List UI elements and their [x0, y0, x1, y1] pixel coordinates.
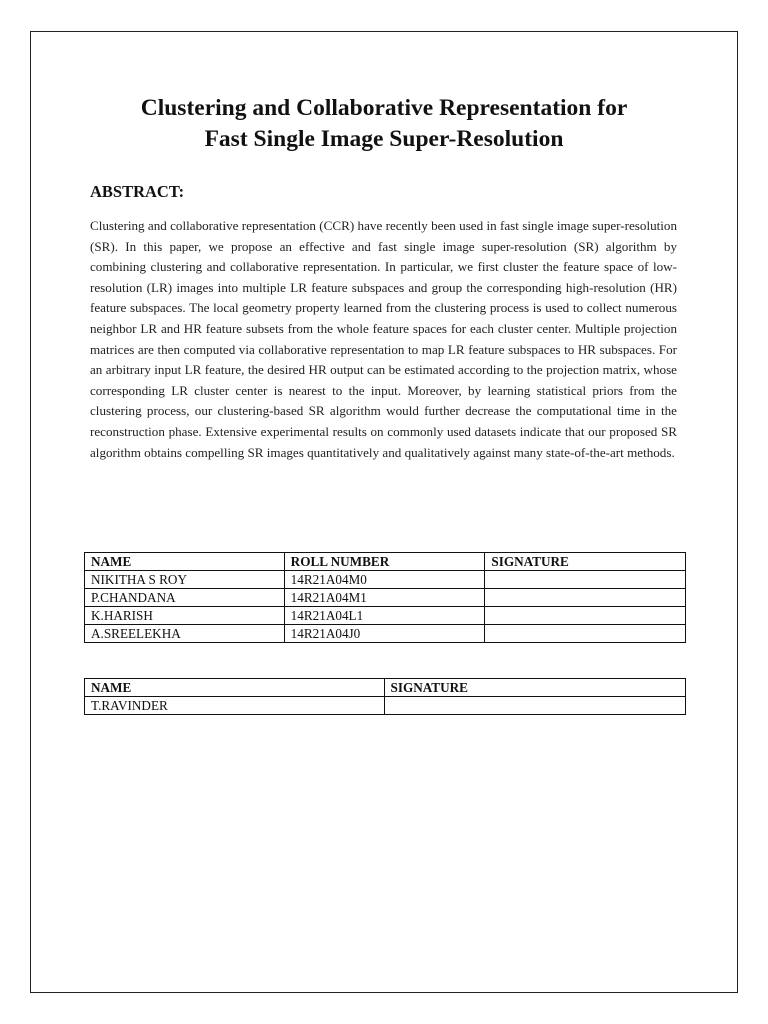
title-line-1: Clustering and Collaborative Representation for: [140, 95, 628, 121]
table-header-row: [85, 679, 686, 697]
guide-table: [84, 678, 686, 715]
header-signature: SIGNATURE: [384, 679, 686, 697]
header-name: NAME: [85, 679, 385, 697]
table-header-row: [85, 553, 686, 571]
signature-cell: [485, 571, 686, 589]
signature-cell: [485, 607, 686, 625]
header-name: NAME: [85, 553, 285, 571]
roll-number: 14R21A04M0: [284, 571, 485, 589]
table-row: [85, 571, 686, 589]
student-name: K.HARISH: [85, 607, 285, 625]
header-roll-number: ROLL NUMBER: [284, 553, 485, 571]
table-row: [85, 625, 686, 643]
student-name: A.SREELEKHA: [85, 625, 285, 643]
page-border: [30, 31, 738, 993]
student-name: P.CHANDANA: [85, 589, 285, 607]
roll-number: 14R21A04M1: [284, 589, 485, 607]
signature-cell: [485, 589, 686, 607]
roll-number: 14R21A04L1: [284, 607, 485, 625]
student-name: NIKITHA S ROY: [85, 571, 285, 589]
header-signature: SIGNATURE: [485, 553, 686, 571]
table-row: [85, 697, 686, 715]
signature-cell: [485, 625, 686, 643]
abstract-heading: ABSTRACT:: [90, 182, 185, 201]
table-row: [85, 607, 686, 625]
guide-name: T.RAVINDER: [85, 697, 385, 715]
abstract-paragraph: Clustering and collaborative representation (CCR) have recently been used in fast single image super-resolution (SR). In this paper, we propose an effective and fast single image super-resolution (SR) algorithm by combining clustering and collaborative representation. In particular, we first cluster the feature space of low-resolution (LR) images into multiple LR feature subspaces and group the corresponding high-resolution (HR) feature subspaces. The local geometry property learned from the clustering process is used to collect numerous neighbor LR and HR feature subsets from the whole feature spaces for each cluster center. Multiple projection matrices are then computed via collaborative representation to map LR feature subspaces to HR subspaces. For an arbitrary input LR feature, the desired HR output can be estimated according to the projection matrix, whose corresponding LR cluster center is nearest to the input. Moreover, by learning statistical priors from the clustering process, our clustering-based SR algorithm would further decrease the computational time in the reconstruction phase. Extensive experimental results on commonly used datasets indicate that our proposed SR algorithm obtains compelling SR images quantitatively and qualitatively against many state-of-the-art methods.: [90, 218, 677, 460]
students-table: [84, 552, 686, 643]
document-title: [0, 93, 768, 155]
table-row: [85, 589, 686, 607]
signature-cell: [384, 697, 686, 715]
roll-number: 14R21A04J0: [284, 625, 485, 643]
title-line-2: Fast Single Image Super-Resolution: [204, 126, 564, 152]
